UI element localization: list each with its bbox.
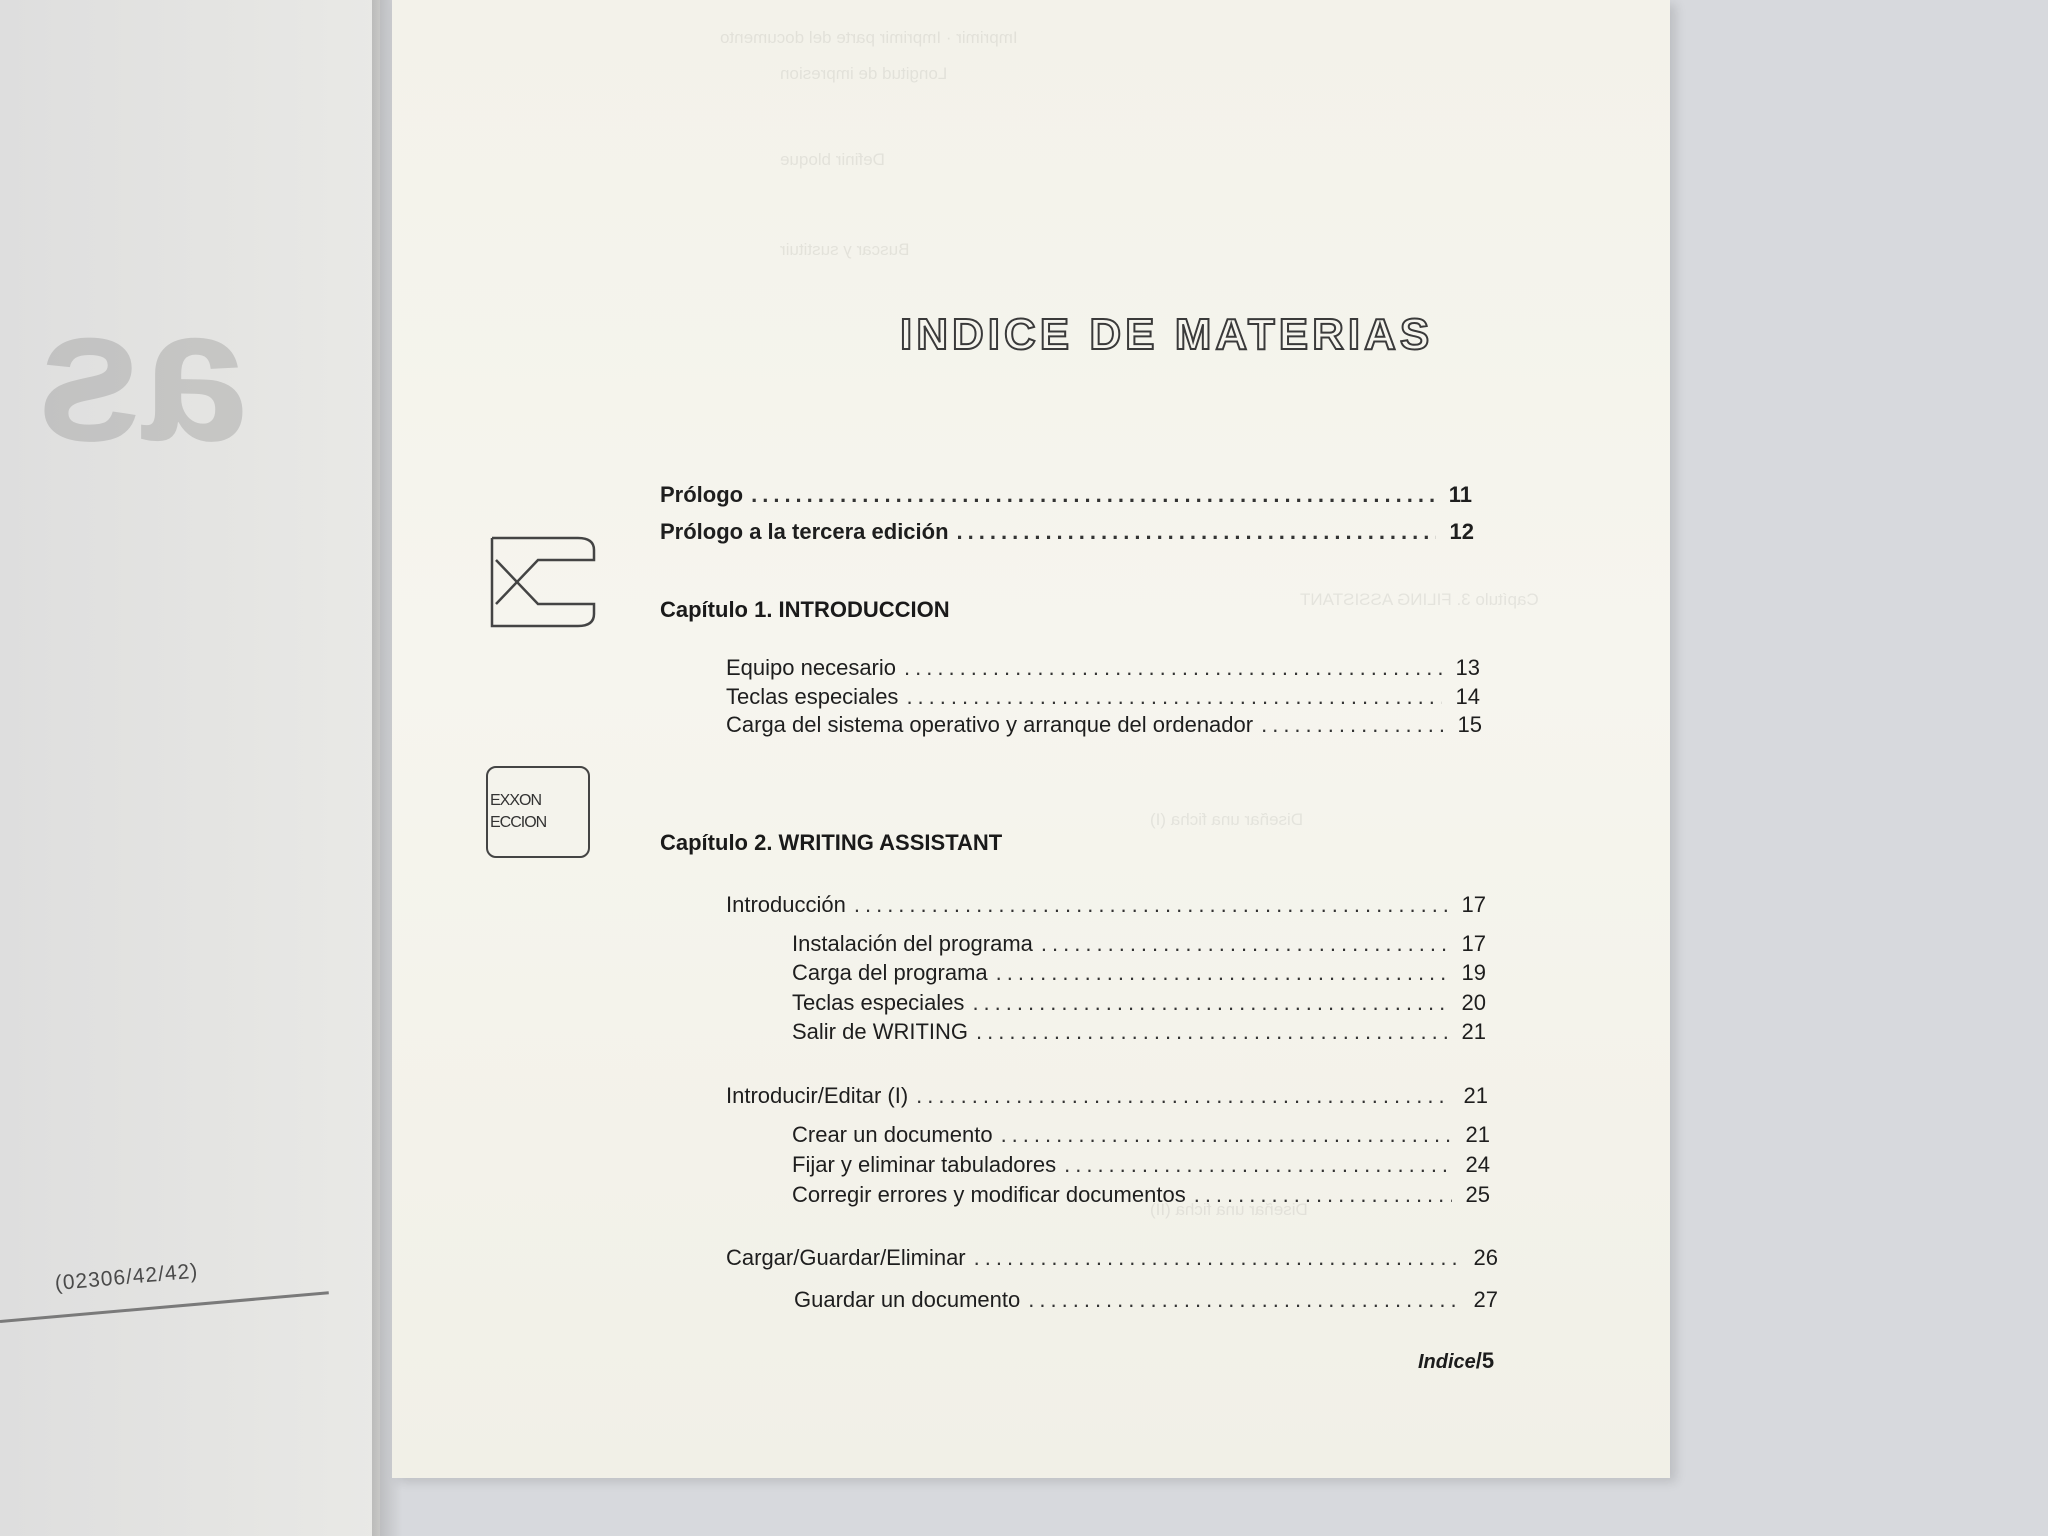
toc-leader — [904, 655, 1442, 681]
toc-leader — [972, 990, 1448, 1016]
toc-entry — [792, 1019, 1486, 1045]
toc-label: Crear un documento — [792, 1122, 993, 1147]
toc-page: 21 — [1465, 1122, 1490, 1147]
footer-label: Indice — [1418, 1351, 1476, 1373]
toc-leader — [1261, 712, 1444, 738]
chapter-heading: Capítulo 2. WRITING ASSISTANT — [660, 830, 1003, 855]
toc-page: 11 — [1448, 482, 1472, 507]
toc-entry — [792, 1122, 1490, 1148]
toc-label: Carga del sistema operativo y arranque del ordenador — [726, 712, 1254, 737]
toc-leader — [1001, 1122, 1452, 1148]
toc-label: Introducción — [726, 892, 846, 917]
toc-entry-prologo — [660, 482, 1472, 508]
publication-underline — [0, 1291, 329, 1323]
tab-box-line2: ECCION — [490, 814, 547, 831]
toc-page: 17 — [1461, 892, 1486, 917]
toc-page: 15 — [1457, 712, 1482, 737]
bleed-through-text: Diseñar una ficha (II) — [1150, 1200, 1308, 1219]
toc-label: Introducir/Editar (I) — [726, 1083, 909, 1108]
k-tab-icon — [488, 534, 598, 630]
toc-page: 21 — [1461, 1019, 1486, 1044]
page-footer — [1418, 1348, 1494, 1374]
toc-entry — [792, 990, 1486, 1016]
toc-entry — [726, 655, 1480, 681]
toc-entry — [792, 1182, 1490, 1208]
toc-entry — [726, 892, 1486, 918]
toc-label: Teclas especiales — [726, 684, 899, 709]
toc-leader — [906, 684, 1442, 710]
toc-entry — [792, 1152, 1490, 1178]
toc-label: Cargar/Guardar/Eliminar — [726, 1245, 966, 1270]
toc-page: 24 — [1465, 1152, 1490, 1177]
toc-label: Guardar un documento — [794, 1287, 1021, 1312]
footer-separator: / — [1475, 1348, 1482, 1373]
toc-page: 21 — [1463, 1083, 1488, 1108]
toc-page: 26 — [1473, 1245, 1498, 1270]
chapter-heading: Capítulo 1. INTRODUCCION — [660, 597, 950, 622]
toc-leader — [751, 482, 1434, 508]
toc-leader — [976, 1019, 1448, 1045]
toc-label: Corregir errores y modificar documentos — [792, 1182, 1186, 1207]
tab-box-line1: EXXON — [490, 792, 542, 809]
toc-label: Prólogo a la tercera edición — [660, 519, 949, 544]
toc-label: Instalación del programa — [792, 931, 1033, 956]
exxon-tab-box — [486, 766, 590, 858]
ghost-text: as — [36, 280, 248, 481]
toc-leader — [1028, 1287, 1460, 1313]
toc-leader — [1041, 931, 1448, 957]
page-title: INDICE DE MATERIAS — [900, 310, 1434, 359]
toc-leader — [974, 1245, 1460, 1271]
toc-page: 27 — [1473, 1287, 1498, 1312]
toc-label: Carga del programa — [792, 960, 988, 985]
toc-page: 17 — [1461, 931, 1486, 956]
toc-label: Fijar y eliminar tabuladores — [792, 1152, 1057, 1177]
toc-leader — [1064, 1152, 1452, 1178]
toc-entry — [726, 712, 1482, 738]
bleed-through-text: Definir bloque — [780, 150, 885, 169]
toc-label: Prólogo — [660, 482, 744, 507]
toc-entry — [726, 684, 1480, 710]
bleed-through-text: Imprimir · Imprimir parte del documento — [720, 28, 1018, 47]
toc-leader — [996, 960, 1448, 986]
toc-entry — [794, 1287, 1498, 1313]
toc-entry — [726, 1245, 1498, 1271]
publication-code: (02306/42/42) — [53, 1259, 200, 1296]
toc-entry — [792, 960, 1486, 986]
bleed-through-text: Capítulo 3. FILING ASSISTANT — [1300, 590, 1539, 609]
toc-label: Equipo necesario — [726, 655, 897, 680]
bleed-through-text: Longitud de impresion — [780, 64, 948, 83]
toc-page: 14 — [1455, 684, 1480, 709]
toc-label: Salir de WRITING — [792, 1019, 969, 1044]
toc-leader — [916, 1083, 1450, 1109]
page-number: 5 — [1481, 1348, 1495, 1373]
toc-leader — [854, 892, 1448, 918]
toc-label: Teclas especiales — [792, 990, 965, 1015]
toc-leader — [1194, 1182, 1452, 1208]
left-page — [0, 0, 380, 1536]
toc-page: 20 — [1461, 990, 1486, 1015]
toc-entry — [792, 931, 1486, 957]
toc-leader — [957, 519, 1436, 545]
toc-entry-prologo-tercera — [660, 519, 1474, 545]
bleed-through-text: Buscar y sustituir — [780, 240, 910, 259]
bleed-through-text: Diseñar una ficha (I) — [1150, 810, 1304, 829]
toc-page: 25 — [1465, 1182, 1490, 1207]
toc-page: 19 — [1461, 960, 1486, 985]
toc-page: 13 — [1455, 655, 1480, 680]
toc-page: 12 — [1449, 519, 1474, 544]
toc-entry — [726, 1083, 1488, 1109]
